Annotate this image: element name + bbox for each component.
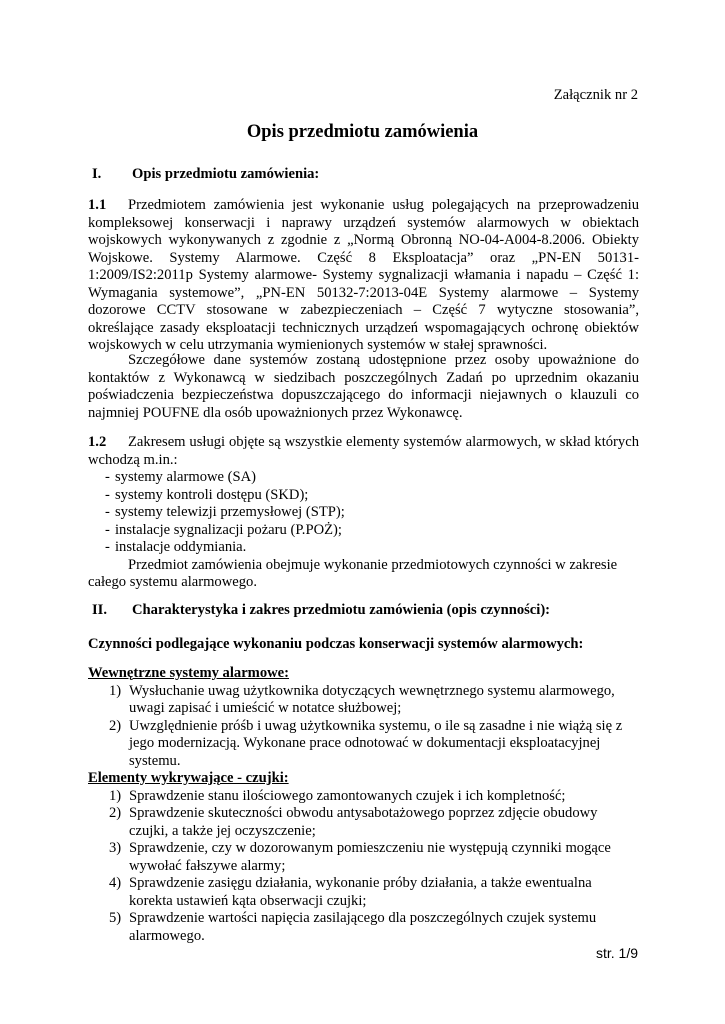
list-item: - systemy telewizji przemysłowej (STP); (88, 504, 639, 522)
section-2-numeral: II. (92, 602, 108, 618)
list-text: Sprawdzenie, czy w dozorowanym pomieszczeniu nie występują czynniki mogące wywołać fałszywe alarmy; (129, 840, 611, 874)
list-item: - instalacje sygnalizacji pożaru (P.POŻ); (88, 522, 639, 540)
annex-label: Załącznik nr 2 (553, 87, 638, 103)
internal-systems-title: Wewnętrzne systemy alarmowe: (88, 665, 290, 681)
internal-systems-list (88, 683, 639, 771)
list-number: 4) (109, 875, 122, 891)
list-number: 2) (109, 717, 122, 734)
list-item (88, 805, 639, 840)
section-2-title: Charakterystyka i zakres przedmiotu zamówienia (opis czynności): (132, 602, 551, 618)
list-item: - instalacje oddymiania. (88, 539, 639, 557)
systems-list (88, 469, 639, 557)
list-text: Uwzględnienie próśb i uwag użytkownika systemu, o ile są zasadne i nie wiążą się z jego modernizacją. Wykonane prace odnotować w dokumentacji eksploatacyjnej systemu. (129, 717, 623, 769)
paragraph-1-2-intro (88, 434, 639, 469)
list-text: Sprawdzenie skuteczności obwodu antysabotażowego poprzez zdjęcie obudowy czujki, a także jej oczyszczenie; (129, 805, 598, 839)
detectors-title: Elementy wykrywające - czujki: (88, 770, 289, 786)
paragraph-1-1 (88, 197, 639, 355)
page-title: Opis przedmiotu zamówienia (246, 122, 479, 142)
paragraph-1-2-closing: Przedmiot zamówienia obejmuje wykonanie przedmiotowych czynności w zakresie całego systemu alarmowego. (88, 556, 618, 590)
list-number: 2) (109, 805, 122, 821)
paragraph-1-1-details: Szczegółowe dane systemów zostaną udostępnione przez osoby upoważnione do kontaktów z Wykonawcą w siedzibach poszczególnych Zadań po uprzednim okazaniu poświadczenia bezpieczeństwa dopuszczającego do informacji niejawnych o klauzuli co najmniej POUFNE dla osób upoważnionych przez Wykonawcę. (88, 352, 639, 421)
section-1-title: Opis przedmiotu zamówienia: (132, 166, 320, 182)
list-number: 5) (109, 910, 122, 926)
list-text: Sprawdzenie zasięgu działania, wykonanie próby działania, a także ewentualna korekta ustawień kąta obserwacji czujki; (129, 875, 592, 909)
list-item: - systemy alarmowe (SA) (88, 469, 639, 487)
list-item (88, 788, 639, 806)
list-item (88, 718, 639, 771)
paragraph-1-2 (88, 434, 639, 592)
list-item: - systemy kontroli dostępu (SKD); (88, 487, 639, 505)
section-1-numeral: I. (92, 166, 102, 182)
list-number: 1) (109, 787, 122, 804)
list-text: Sprawdzenie stanu ilościowego zamontowanych czujek i ich kompletność; (129, 787, 566, 804)
activities-lists (88, 665, 639, 945)
paragraph-1-1-number: 1.1 (88, 197, 107, 213)
paragraph-1-2-number: 1.2 (88, 434, 107, 450)
list-text: Wysłuchanie uwag użytkownika dotyczących wewnętrznego systemu alarmowego, uwagi zapisać i umieścić w notatce służbowej; (129, 682, 615, 716)
section-2-heading (92, 602, 550, 620)
list-item (88, 875, 639, 910)
section-1-heading (92, 166, 319, 184)
paragraph-1-2-text: Zakresem usługi objęte są wszystkie elementy systemów alarmowych, w skład których wchodzą m.in.: (88, 434, 639, 468)
list-item (88, 910, 639, 945)
paragraph-1-1-text: Przedmiotem zamówienia jest wykonanie usług polegających na przeprowadzeniu kompleksowej konserwacji i naprawy urządzeń systemów alarmowych w obiektach wojskowych wykonywanych z zgodnie z „Normą Obronną NO-04-A004-8.2006. Obiekty Wojskowe. Systemy Alarmowe. Część 8 Eksploatacja” oraz „PN-EN 50131-1:2009/IS2:2011p Systemy alarmowe- Systemy sygnalizacji włamania i napadu – Część 1: Wymagania systemowe”, „PN-EN 50132-7:2013-04E Systemy alarmowe – Systemy dozorowe CCTV stosowane w zabezpieczeniach – Część 7 wytyczne stosowania”, określające zasady eksploatacji technicznych urządzeń wspomagających ochronę obiektów wojskowych w celu utrzymania wymienionych systemów w stałej sprawności. (88, 197, 639, 353)
list-item (88, 683, 639, 718)
page-number: str. 1/9 (595, 945, 638, 961)
list-number: 1) (109, 682, 122, 699)
maintenance-subheading: Czynności podlegające wykonaniu podczas konserwacji systemów alarmowych: (88, 636, 584, 652)
list-number: 3) (109, 840, 122, 856)
list-item (88, 840, 639, 875)
detectors-list (88, 788, 639, 946)
list-text: Sprawdzenie wartości napięcia zasilającego dla poszczególnych czujek systemu alarmowego. (129, 910, 597, 944)
